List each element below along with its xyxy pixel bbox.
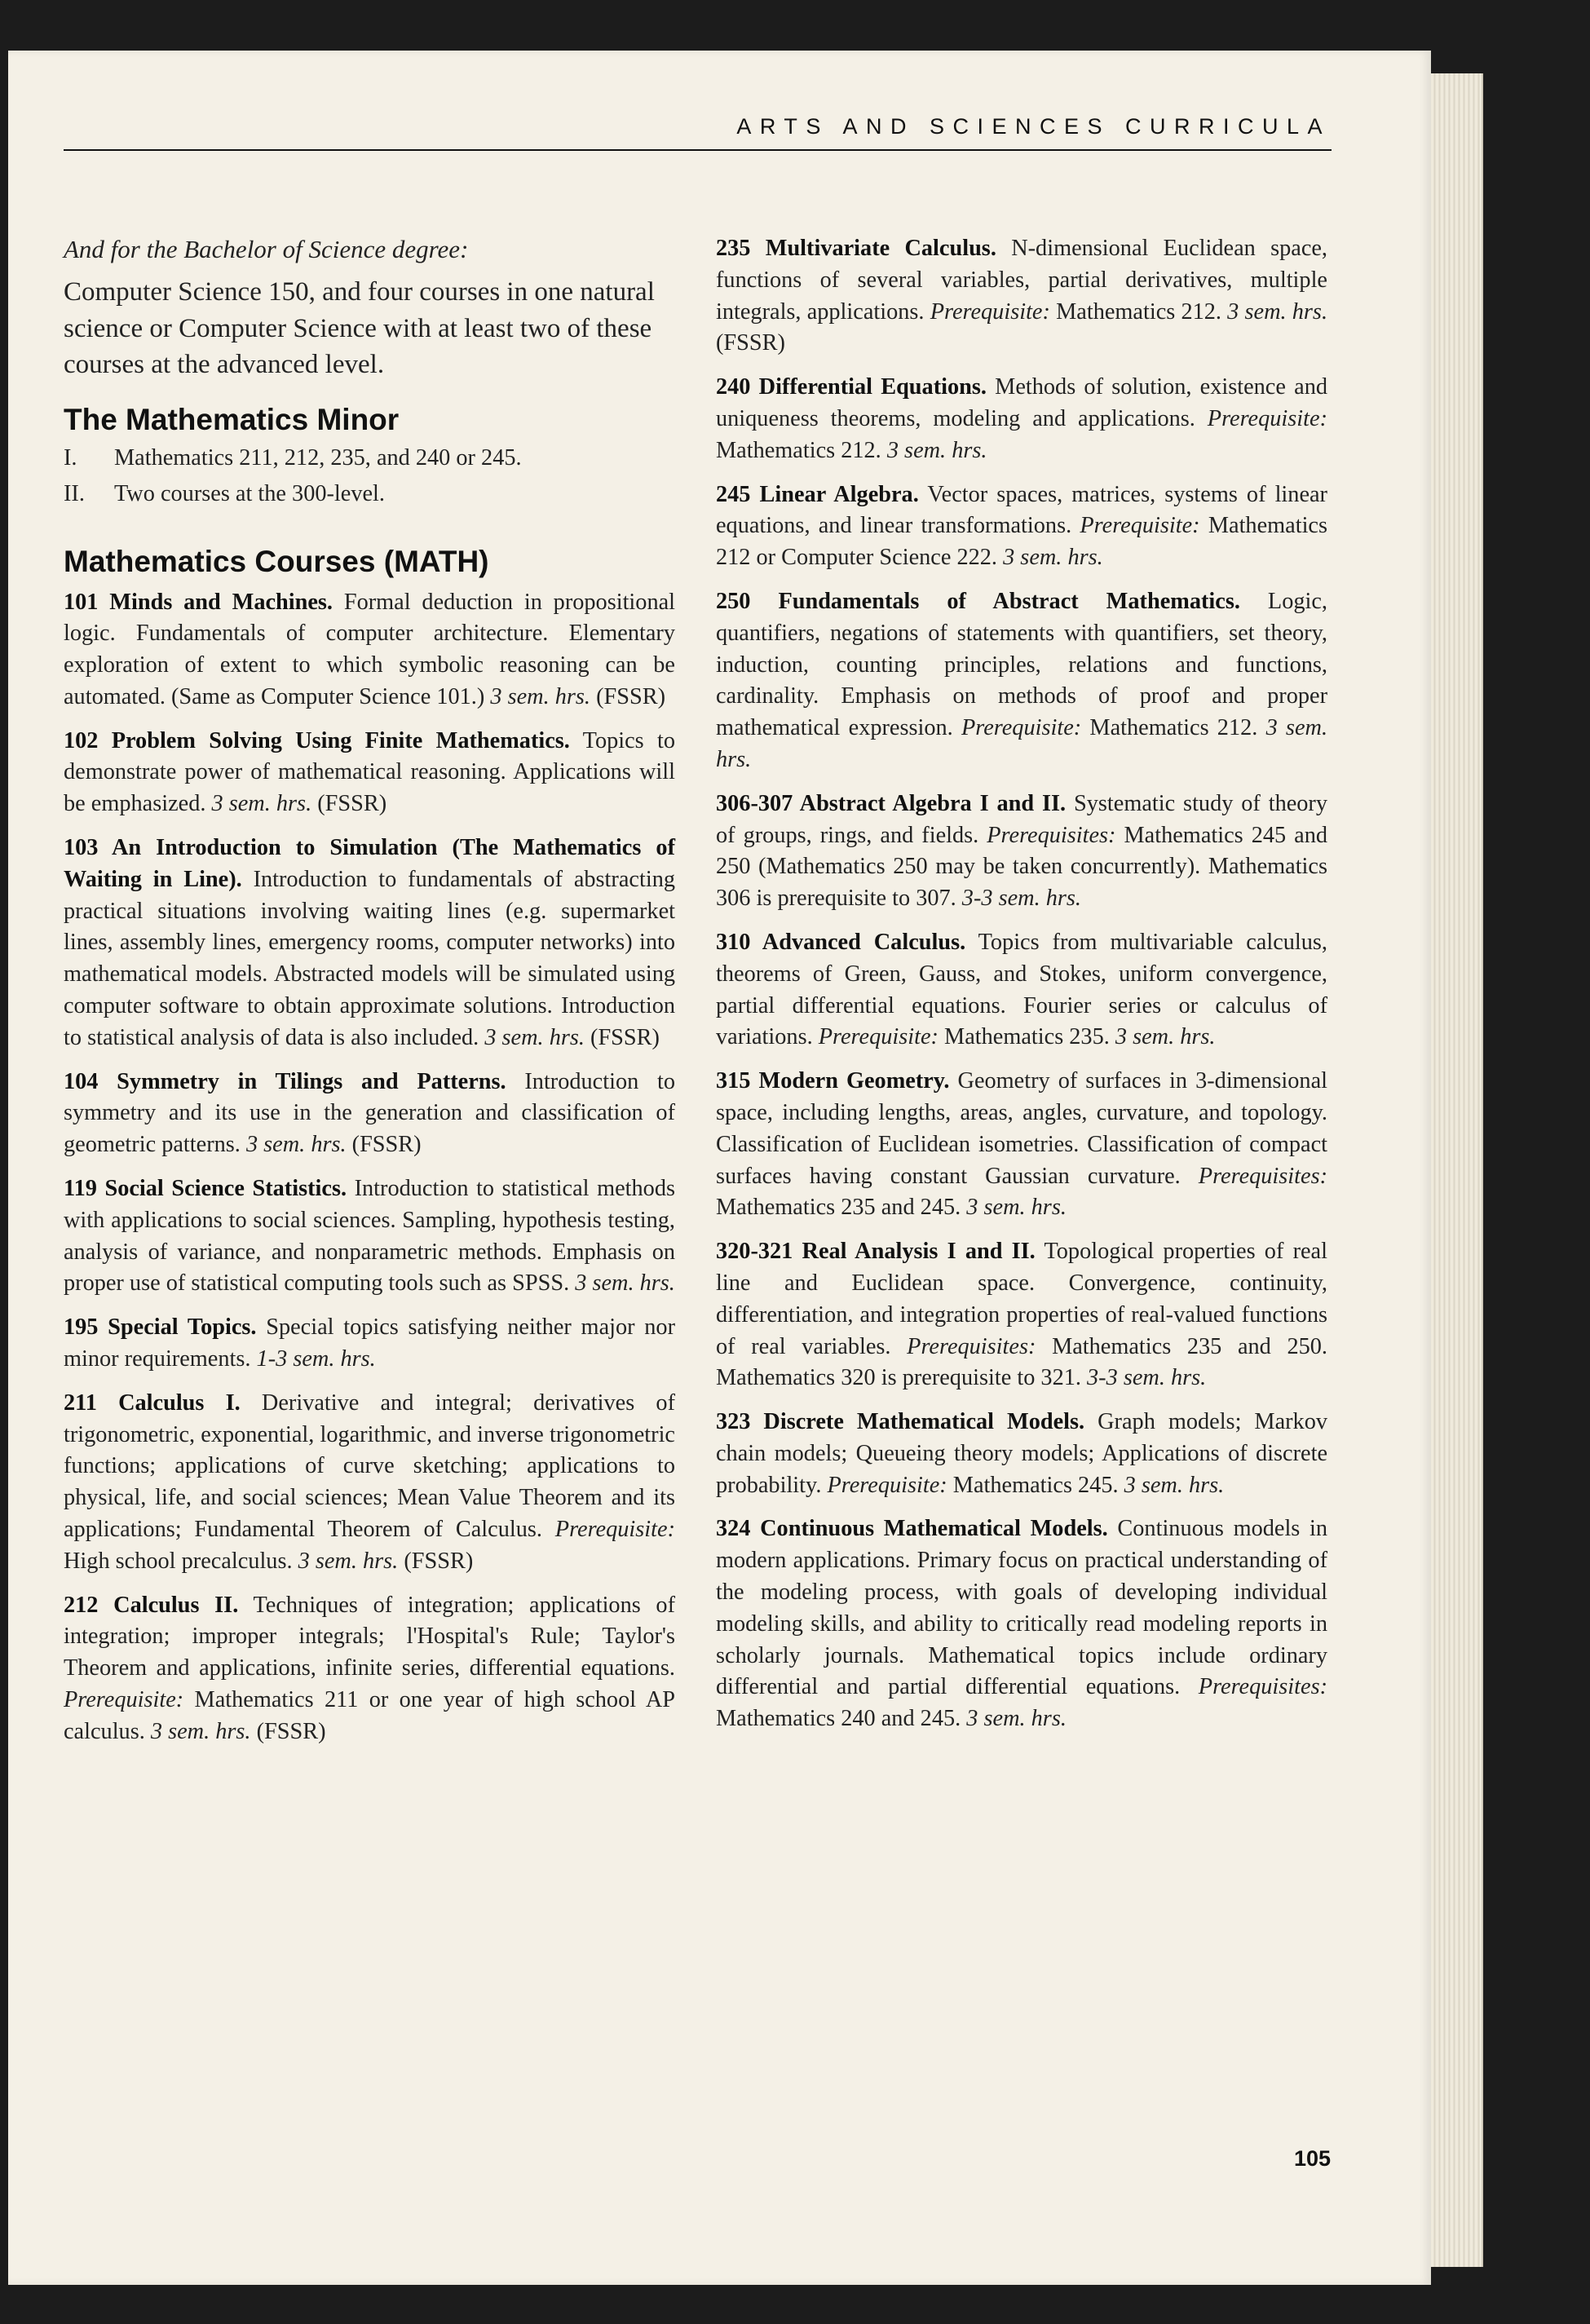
- prerequisite-label: Prerequisites:: [987, 822, 1116, 848]
- credit-hours: 3 sem. hrs.: [484, 1024, 585, 1050]
- running-head: ARTS AND SCIENCES CURRICULA: [736, 114, 1331, 139]
- credit-hours: 3-3 sem. hrs.: [1087, 1365, 1207, 1391]
- prerequisite-text: High school precalculus.: [64, 1548, 293, 1574]
- course-designation: (FSSR): [716, 330, 785, 356]
- course-entry: [716, 1236, 1327, 1394]
- course-description: Systematic study of theory of groups, rings, and fields.: [716, 790, 1328, 848]
- prerequisite-label: Prerequisite:: [64, 1687, 184, 1712]
- prerequisite-label: Prerequisite:: [1080, 513, 1200, 539]
- credit-hours: 3 sem. hrs.: [490, 683, 590, 709]
- course-entry: [64, 726, 675, 820]
- course-description: Continuous models in modern applications. Primary focus on practical understanding of the modeling process, with goals of developing individual modeling skills, and ability to critically read modeling reports in scholarly journals. Mathematical topics include ordinary differential and partial differential equations.: [716, 1516, 1328, 1700]
- course-entry: [64, 1173, 675, 1300]
- minor-heading: The Mathematics Minor: [64, 402, 400, 436]
- prerequisite-label: Prerequisite:: [554, 1517, 675, 1543]
- credit-hours: 3 sem. hrs.: [211, 791, 312, 817]
- course-description: Techniques of integration; applications of integration; improper integrals; l'Hospital's Rule; Taylor's Theorem and applications, infinite series, differential equations.: [64, 1592, 675, 1681]
- prerequisite-text: Mathematics 240 and 245.: [716, 1706, 961, 1732]
- course-title: 103 An Introduction to Simulation (The Mathematics of Waiting in Line).: [64, 835, 675, 892]
- prerequisite-text: Mathematics 212.: [716, 437, 881, 463]
- course-entry: [64, 1067, 675, 1161]
- course-description: Special topics satisfying neither major nor minor requirements.: [64, 1314, 675, 1372]
- course-designation: (FSSR): [317, 791, 387, 817]
- course-description: Topics to demonstrate power of mathematical reasoning. Applications will be emphasized.: [64, 727, 675, 817]
- minor-item: [64, 478, 675, 510]
- prerequisite-label: Prerequisite:: [818, 1024, 939, 1050]
- right-column: [716, 233, 1327, 1747]
- course-entry: [716, 233, 1327, 360]
- course-entry: [716, 1066, 1327, 1224]
- prerequisite-label: Prerequisite:: [961, 715, 1082, 741]
- course-entry: [64, 1590, 675, 1748]
- course-entry: [64, 1388, 675, 1578]
- course-title: 324 Continuous Mathematical Models.: [716, 1516, 1108, 1542]
- prerequisite-label: Prerequisites:: [907, 1333, 1036, 1359]
- course-entry: [716, 1513, 1327, 1735]
- course-designation: (FSSR): [590, 1024, 660, 1050]
- prerequisite-text: Mathematics 245.: [952, 1472, 1119, 1498]
- credit-hours: 3 sem. hrs.: [716, 715, 1328, 772]
- credit-hours: 3 sem. hrs.: [886, 437, 987, 463]
- prerequisite-label: Prerequisites:: [1198, 1163, 1328, 1189]
- minor-item-number: I.: [64, 444, 77, 471]
- course-title: 195 Special Topics.: [64, 1314, 257, 1341]
- course-entry: [716, 789, 1327, 915]
- prerequisite-text: Mathematics 212.: [1089, 715, 1258, 741]
- prerequisite-text: Mathematics 211 or one year of high school AP calculus.: [64, 1687, 675, 1744]
- course-entry: [716, 372, 1327, 466]
- course-title: 235 Multivariate Calculus.: [716, 236, 996, 261]
- course-description: Topics from multivariable calculus, theorems of Green, Gauss, and Stokes, uniform convergence, partial differential equations. Fourier series or calculus of variations.: [716, 929, 1327, 1050]
- course-entry: [64, 1312, 675, 1376]
- credit-hours: 1-3 sem. hrs.: [256, 1346, 376, 1372]
- minor-item-number: II.: [64, 480, 85, 506]
- credit-hours: 3 sem. hrs.: [1124, 1472, 1225, 1498]
- prerequisite-text: Mathematics 245 and 250 (Mathematics 250 may be taken concurrently). Mathematics 306 is prerequisite to 307.: [716, 822, 1328, 912]
- credit-hours: 3 sem. hrs.: [1003, 545, 1103, 571]
- header-rule: [64, 149, 1332, 151]
- course-description: Formal deduction in propositional logic. Fundamentals of computer architecture. Elementary exploration of extent to which symbolic reasoning can be automated. (Same as Computer Science 101.): [64, 589, 676, 709]
- course-description: Topological properties of real line and Euclidean space. Convergence, continuity, differentiation, and integration properties of real-valued functions of real variables.: [716, 1239, 1327, 1359]
- prerequisite-text: Mathematics 235.: [944, 1024, 1110, 1050]
- prerequisite-text: Mathematics 235 and 250. Mathematics 320 is prerequisite to 321.: [716, 1333, 1328, 1391]
- course-description: Geometry of surfaces in 3-dimensional space, including lengths, areas, angles, curvature, and topology. Classification of Euclidean isometries. Classification of compact surfaces having constant Gaussian curvature.: [716, 1068, 1327, 1189]
- course-title: 310 Advanced Calculus.: [716, 929, 966, 955]
- course-title: 320-321 Real Analysis I and II.: [716, 1239, 1036, 1265]
- course-description: Introduction to fundamentals of abstracting practical situations involving waiting lines (e.g. supermarket lines, assembly lines, emergency rooms, computer networks) into mathematical models. Abstracted models will be simulated using computer software to obtain approximate solutions. Introduction to statistical analysis of data is also included.: [64, 866, 675, 1050]
- course-title: 119 Social Science Statistics.: [64, 1176, 347, 1202]
- left-column: [64, 233, 675, 1761]
- course-description: N-dimensional Euclidean space, functions of several variables, partial derivatives, multiple integrals, applications.: [716, 236, 1328, 325]
- course-description: Derivative and integral; derivatives of trigonometric, exponential, logarithmic, and inverse trigonometric functions; applications of curve sketching; applications to physical, life, and social sciences; Mean Value Theorem and its applications; Fundamental Theorem of Calculus.: [64, 1390, 675, 1543]
- minor-item-text: Mathematics 211, 212, 235, and 240 or 245.: [114, 444, 522, 471]
- minor-item: [64, 442, 675, 475]
- credit-hours: 3 sem. hrs.: [966, 1195, 1067, 1221]
- course-entry: [716, 479, 1327, 574]
- course-title: 245 Linear Algebra.: [716, 481, 919, 507]
- course-description: Graph models; Markov chain models; Queueing theory models; Applications of discrete probability.: [716, 1409, 1328, 1498]
- course-title: 104 Symmetry in Tilings and Patterns.: [64, 1068, 506, 1094]
- prerequisite-text: Mathematics 235 and 245.: [716, 1195, 961, 1221]
- course-entry: [716, 1407, 1327, 1501]
- page-stack-edge: [1431, 73, 1483, 2267]
- credit-hours: 3 sem. hrs.: [298, 1548, 399, 1574]
- credit-hours: 3-3 sem. hrs.: [961, 886, 1081, 912]
- credit-hours: 3 sem. hrs.: [966, 1706, 1067, 1732]
- bs-degree-text: Computer Science 150, and four courses in one natural science or Computer Science with at least two of these courses at the advanced level.: [64, 277, 655, 379]
- right-course-list: [716, 233, 1327, 1735]
- left-course-list: [64, 587, 675, 1748]
- course-title: 306-307 Abstract Algebra I and II.: [716, 790, 1067, 816]
- courses-heading: Mathematics Courses (MATH): [64, 544, 489, 578]
- credit-hours: 3 sem. hrs.: [245, 1132, 347, 1158]
- course-description: Methods of solution, existence and uniqueness theorems, modeling and applications.: [716, 374, 1327, 431]
- prerequisite-label: Prerequisite:: [930, 298, 1050, 325]
- course-designation: (FSSR): [404, 1548, 474, 1574]
- course-title: 315 Modern Geometry.: [716, 1068, 950, 1094]
- credit-hours: 3 sem. hrs.: [1227, 298, 1328, 325]
- bs-degree-lead: And for the Bachelor of Science degree:: [64, 235, 469, 263]
- course-title: 102 Problem Solving Using Finite Mathematics.: [64, 727, 570, 753]
- credit-hours: 3 sem. hrs.: [150, 1718, 251, 1744]
- course-title: 212 Calculus II.: [64, 1592, 239, 1618]
- course-title: 240 Differential Equations.: [716, 374, 987, 400]
- course-description: Introduction to symmetry and its use in the generation and classification of geometric patterns.: [64, 1068, 676, 1158]
- credit-hours: 3 sem. hrs.: [575, 1270, 675, 1297]
- course-designation: (FSSR): [351, 1132, 422, 1158]
- prerequisite-text: Mathematics 212 or Computer Science 222.: [716, 513, 1327, 571]
- course-designation: (FSSR): [256, 1718, 326, 1744]
- course-description: Vector spaces, matrices, systems of linear equations, and linear transformations.: [716, 481, 1327, 539]
- course-description: Logic, quantifiers, negations of statements with quantifiers, set theory, induction, counting principles, relations and functions, cardinality. Emphasis on methods of proof and proper mathematical expression.: [716, 588, 1327, 741]
- minor-item-text: Two courses at the 300-level.: [114, 480, 385, 506]
- prerequisite-label: Prerequisites:: [1198, 1674, 1327, 1700]
- course-designation: (FSSR): [596, 683, 665, 709]
- course-title: 323 Discrete Mathematical Models.: [716, 1409, 1085, 1435]
- course-title: 211 Calculus I.: [64, 1390, 241, 1416]
- course-title: 250 Fundamentals of Abstract Mathematics.: [716, 588, 1240, 614]
- course-entry: [716, 586, 1327, 776]
- course-entry: [716, 927, 1327, 1054]
- page-number: 105: [1293, 2146, 1331, 2171]
- prerequisite-label: Prerequisite:: [1207, 405, 1327, 431]
- course-entry: [64, 587, 675, 714]
- course-entry: [64, 833, 675, 1054]
- prerequisite-label: Prerequisite:: [827, 1472, 947, 1498]
- course-description: Introduction to statistical methods with applications to social sciences. Sampling, hypothesis testing, analysis of variance, and nonparametric methods. Emphasis on proper use of statistical computing tools such as SPSS.: [64, 1176, 675, 1297]
- credit-hours: 3 sem. hrs.: [1115, 1024, 1216, 1050]
- course-title: 101 Minds and Machines.: [64, 589, 333, 615]
- prerequisite-text: Mathematics 212.: [1056, 298, 1221, 325]
